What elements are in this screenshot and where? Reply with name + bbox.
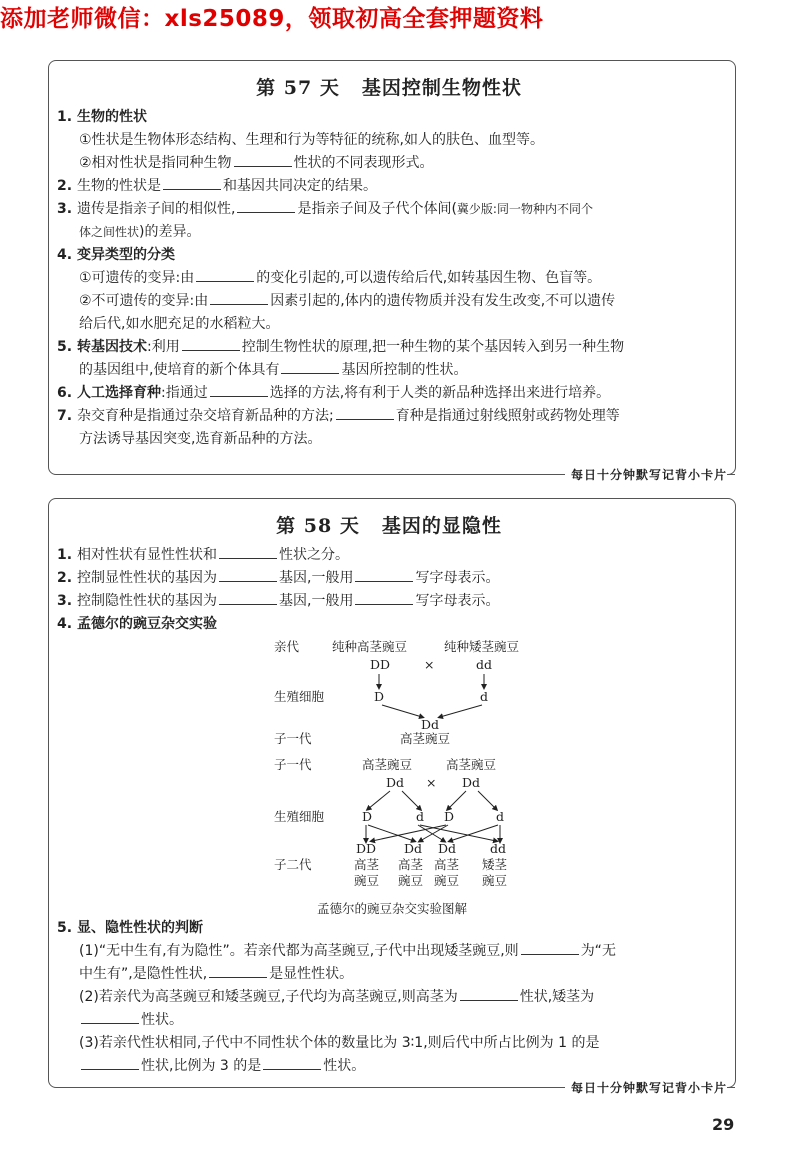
item-5-1-cont: 中生有”,是隐性性状, 是显性性状。: [79, 963, 721, 986]
f1-genotype-2: Dd: [462, 775, 481, 790]
label-f1: 子一代: [274, 731, 312, 746]
fill-blank[interactable]: [237, 198, 295, 213]
f1-phenotype: 高茎豌豆: [400, 731, 451, 746]
item-2: 2. 生物的性状是 和基因共同决定的结果。: [57, 175, 721, 198]
item-5-3-cont: 性状,比例为 3 的是 性状。: [79, 1055, 721, 1078]
item-4-b: ②不可遗传的变异:由 因素引起的,体内的遗传物质并没有发生改变,不可以遗传: [79, 290, 721, 313]
f2-pheno-3a: 高茎: [434, 857, 460, 872]
item-5-3: (3)若亲代性状相同,子代中不同性状个体的数量比为 3∶1,则后代中所占比例为 1 的是: [79, 1035, 600, 1051]
arrow: [382, 705, 422, 717]
f2-pheno-4b: 豌豆: [482, 873, 508, 888]
fill-blank[interactable]: [196, 267, 254, 282]
title-topic: 基因的显隐性: [381, 515, 502, 537]
item-3: 3. 控制隐性性状的基因为 基因,一般用 写字母表示。: [57, 590, 721, 613]
page-number: 29: [712, 1115, 735, 1134]
f1-tall-2: 高茎豌豆: [446, 757, 497, 772]
f2-pheno-2b: 豌豆: [398, 873, 424, 888]
item-5-2: (2)若亲代为高茎豌豆和矮茎豌豆,子代均为高茎豌豆,则高茎为 性状,矮茎为: [79, 986, 721, 1009]
item-2: 2. 控制显性性状的基因为 基因,一般用 写字母表示。: [57, 567, 721, 590]
f1-genotype-1: Dd: [386, 775, 405, 790]
fill-blank[interactable]: [355, 590, 413, 605]
card-title: [57, 511, 721, 538]
card-day-58: [48, 498, 736, 1095]
gamete-4: d: [496, 809, 505, 824]
fill-blank[interactable]: [210, 382, 268, 397]
genotype-Dd: Dd: [421, 717, 440, 732]
f2-genotype-dd: dd: [490, 841, 507, 856]
item-5: 5. 转基因技术:利用 控制生物性状的原理,把一种生物的某个基因转入到另一种生物: [57, 336, 721, 359]
item-6: 6. 人工选择育种:指通过 选择的方法,将有利于人类的新品种选择出来进行培养。: [57, 382, 721, 405]
arrow: [368, 791, 390, 809]
fill-blank[interactable]: [209, 963, 267, 978]
item-1: 1. 生物的性状: [57, 109, 147, 125]
f2-pheno-1a: 高茎: [354, 857, 380, 872]
item-4: 4. 孟德尔的豌豆杂交实验: [57, 616, 217, 632]
fill-blank[interactable]: [336, 405, 394, 420]
f2-genotype-Dd-2: Dd: [438, 841, 457, 856]
item-4-a: ①可遗传的变异:由 的变化引起的,可以遗传给后代,如转基因生物、色盲等。: [79, 267, 721, 290]
fill-blank[interactable]: [263, 1055, 321, 1070]
card-footer: 每日十分钟默写记背小卡片: [565, 466, 727, 483]
arrow: [448, 791, 466, 809]
genotype-DD: DD: [370, 657, 391, 672]
title-day: 第 58 天: [276, 515, 360, 537]
arrow: [440, 705, 482, 717]
arrow: [402, 791, 420, 809]
fill-blank[interactable]: [281, 359, 339, 374]
title-day: 第 57 天: [256, 77, 340, 99]
fill-blank[interactable]: [219, 544, 277, 559]
label-gametes-second: 生殖细胞: [274, 809, 325, 824]
parent-short: 纯种矮茎豌豆: [444, 639, 520, 654]
fill-blank[interactable]: [521, 940, 579, 955]
label-gametes: 生殖细胞: [274, 689, 325, 704]
section-5: [57, 917, 721, 1078]
item-7-cont: 方法诱导基因突变,选育新品种的方法。: [79, 431, 322, 447]
item-7: 7. 杂交育种是指通过杂交培育新品种的方法; 育种是指通过射线照射或药物处理等: [57, 405, 721, 428]
f2-pheno-2a: 高茎: [398, 857, 424, 872]
fill-blank[interactable]: [81, 1055, 139, 1070]
item-5: 5. 显、隐性性状的判断: [57, 920, 203, 936]
f1-cross-symbol: ×: [426, 775, 437, 790]
item-4-b-cont: 给后代,如水肥充足的水稻粒大。: [79, 316, 280, 332]
fill-blank[interactable]: [460, 986, 518, 1001]
label-parents: 亲代: [274, 639, 300, 654]
f1-tall-1: 高茎豌豆: [362, 757, 413, 772]
card-day-57: [48, 60, 736, 482]
f2-pheno-3b: 豌豆: [434, 873, 460, 888]
item-5-1: (1)“无中生有,有为隐性”。若亲代都为高茎豌豆,子代中出现矮茎豌豆,则 为“无: [79, 940, 721, 963]
item-5-2-cont: 性状。: [79, 1009, 721, 1032]
label-f1-second: 子一代: [274, 757, 312, 772]
title-topic: 基因控制生物性状: [361, 77, 522, 99]
fill-blank[interactable]: [163, 175, 221, 190]
item-1-b: ②相对性状是指同种生物 性状的不同表现形式。: [79, 152, 721, 175]
item-3: 3. 遗传是指亲子间的相似性, 是指亲子间及子代个体间(冀少版:同一物种内不同个: [57, 198, 721, 221]
card-footer: 每日十分钟默写记背小卡片: [565, 1079, 727, 1096]
gamete-d: d: [480, 689, 489, 704]
gamete-D: D: [374, 689, 385, 704]
item-3-cont: 体之间性状)的差异。: [79, 224, 201, 240]
f2-pheno-1b: 豌豆: [354, 873, 380, 888]
fill-blank[interactable]: [219, 590, 277, 605]
fill-blank[interactable]: [81, 1009, 139, 1024]
cross-symbol: ×: [424, 657, 435, 672]
fill-blank[interactable]: [219, 567, 277, 582]
label-f2: 子二代: [274, 857, 312, 872]
item-4: 4. 变异类型的分类: [57, 247, 175, 263]
f2-genotype-Dd-1: Dd: [404, 841, 423, 856]
item-1-a: ①性状是生物体形态结构、生理和行为等特征的统称,如人的肤色、血型等。: [79, 132, 544, 148]
card-title: [57, 73, 721, 100]
f2-pheno-4a: 矮茎: [482, 857, 508, 872]
gamete-1: D: [362, 809, 373, 824]
fill-blank[interactable]: [182, 336, 240, 351]
fill-blank[interactable]: [210, 290, 268, 305]
watermark-text: 添加老师微信：xls25089，领取初高全套押题资料: [0, 6, 544, 32]
item-5-cont: 的基因组中,使培育的新个体具有 基因所控制的性状。: [79, 359, 721, 382]
parent-tall: 纯种高茎豌豆: [332, 639, 408, 654]
item-1: 1. 相对性状有显性性状和 性状之分。: [57, 544, 721, 567]
mendel-cross-diagram: [264, 637, 564, 907]
gamete-3: D: [444, 809, 455, 824]
fill-blank[interactable]: [355, 567, 413, 582]
genotype-dd: dd: [476, 657, 493, 672]
arrow: [478, 791, 496, 809]
gamete-2: d: [416, 809, 425, 824]
diagram-caption: 孟德尔的豌豆杂交实验图解: [316, 901, 467, 916]
f2-genotype-DD: DD: [356, 841, 377, 856]
fill-blank[interactable]: [234, 152, 292, 167]
